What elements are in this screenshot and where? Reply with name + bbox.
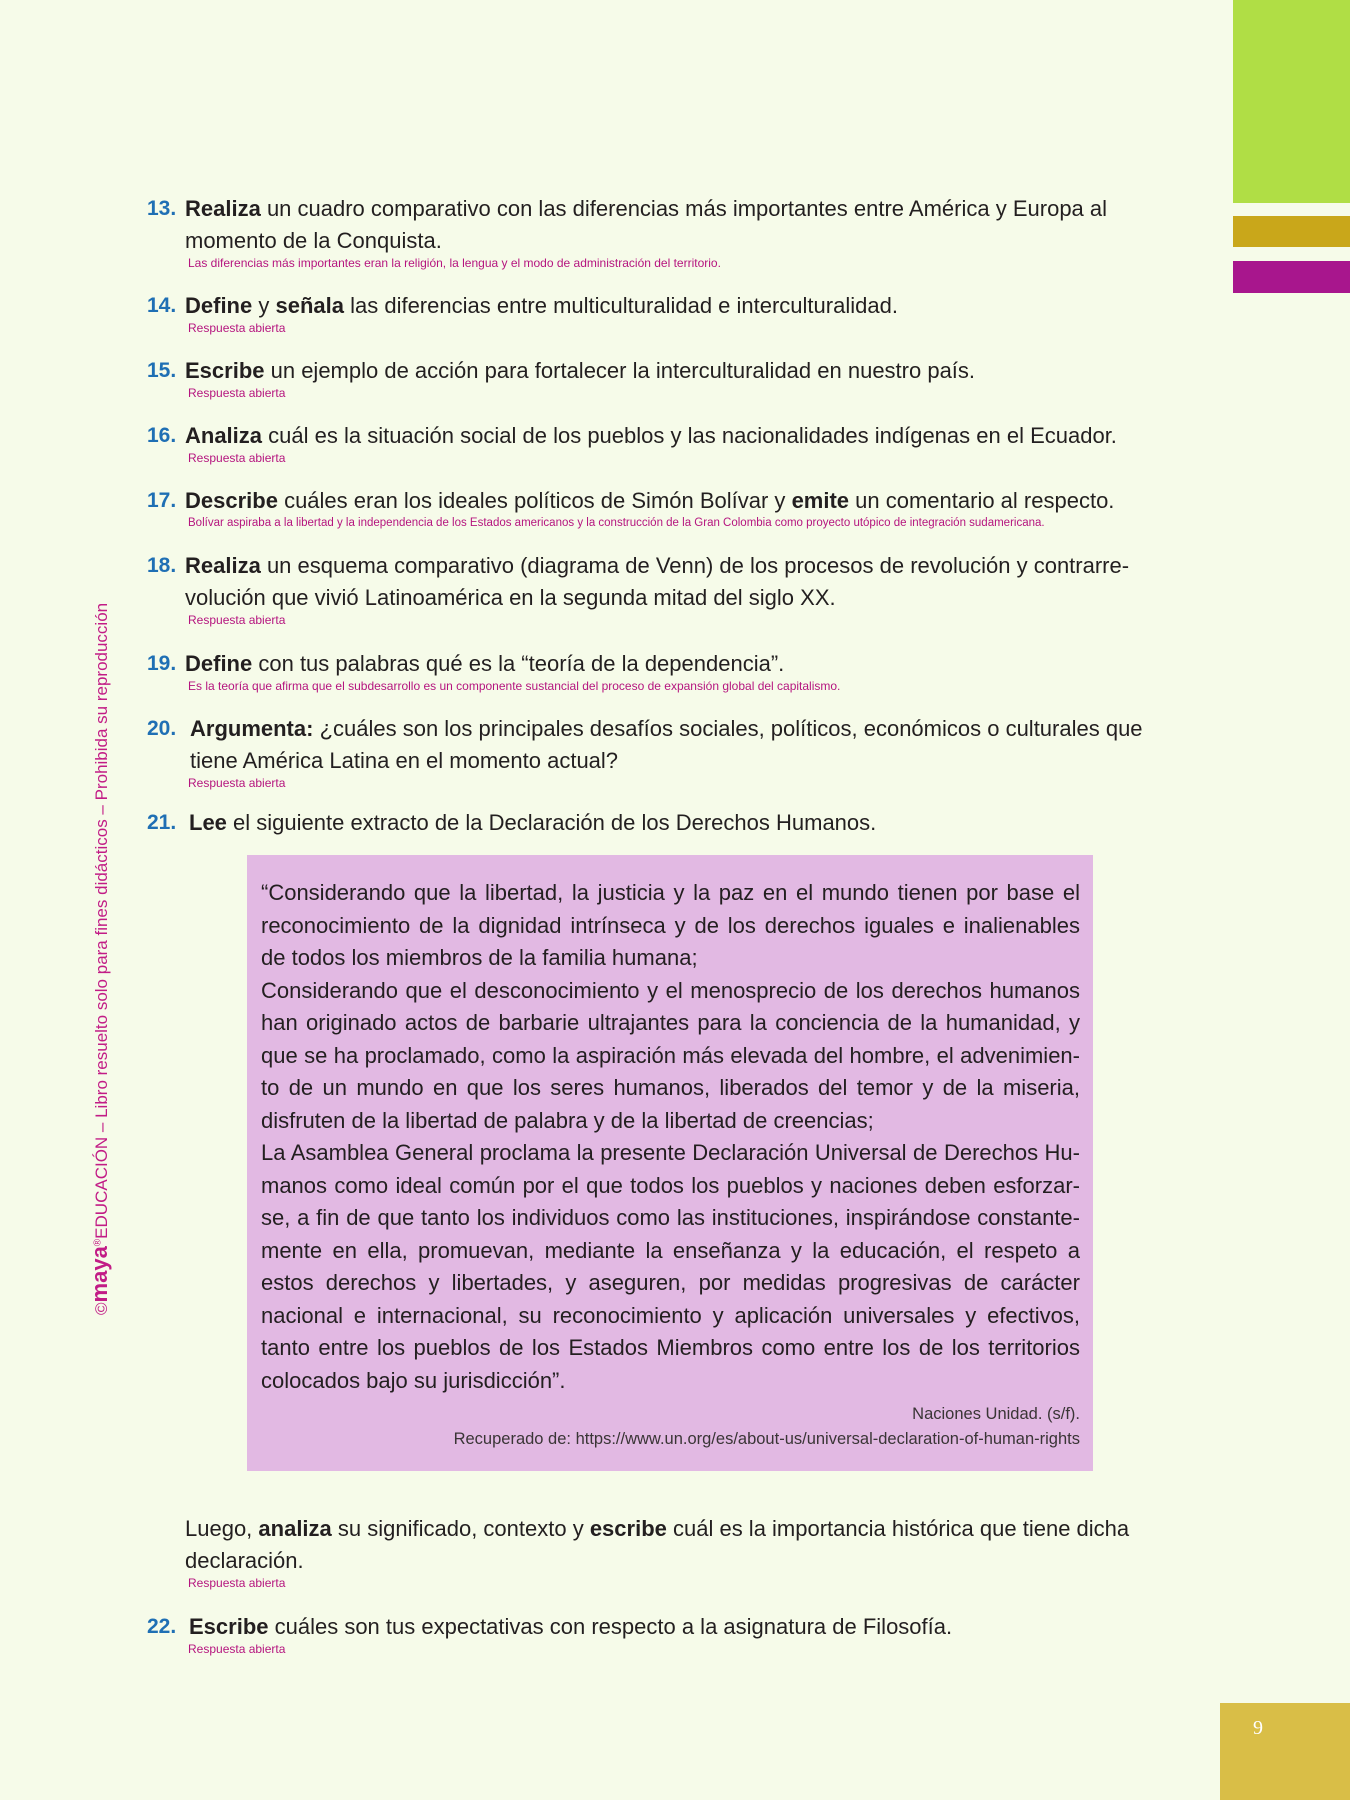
answer-note: Respuesta abierta [188,386,286,400]
followup-instruction [147,1513,1157,1591]
question-number: 22. [147,1615,177,1638]
question-text: Escribe cuáles son tus expectativas con respecto a la asignatura de Filosofía. [189,1614,953,1639]
question-number: 13. [147,197,177,220]
quote-paragraph: La Asamblea General proclama la presente Declaración Universal de Derechos Hu-manos como ideal común por el que todos los pueblos y naciones deben esforzar-se, a fin de que tanto los individuos como las instituciones, inspirándose constante-mente en ella, promuevan, mediante la enseñanza y la educación, el respeto a estos derechos y libertades, y aseguren, por medidas progresivas de carácter nacional e internacional, su reconocimiento y aplicación universales y efectivos, tanto entre los pueblos de los Estados Miembros como entre los de los territorios colocados bajo su jurisdicción”. [261,1140,1080,1393]
copyright-symbol: © [92,1302,111,1315]
declaration-quote [261,877,1080,1397]
answer-note: Respuesta abierta [188,451,286,465]
quote-paragraph: Considerando que el desconocimiento y el menosprecio de los derechos humanos han originado actos de barbarie ultrajantes para la conciencia de la humanidad, y que se ha proclamado, como la aspiración más elevada del hombre, el advenimien-to de un mundo en que los seres humanos, liberados del temor y de la miseria, disfruten de la libertad de palabra y de la libertad de creencias; [261,977,1080,1133]
brand-logo-text: maya [87,1246,112,1303]
question-14 [147,290,1157,336]
question-number: 16. [147,424,177,447]
page-number: 9 [1220,1703,1350,1800]
question-22 [147,1611,1157,1657]
gold-color-tab [1233,216,1350,247]
question-18 [147,550,1157,628]
quote-source [454,1402,1080,1452]
declaration-quote-box [247,855,1093,1471]
question-15 [147,355,1157,401]
answer-note: Las diferencias más importantes eran la religión, la lengua y el modo de administración del territorio. [188,256,721,270]
vertical-copyright-notice [87,603,113,1315]
green-color-tab [1233,0,1350,203]
answer-note: Es la teoría que afirma que el subdesarrollo es un componente sustancial del proceso de expansión global del capitalismo. [188,679,841,693]
question-number: 17. [147,489,177,512]
answer-note: Respuesta abierta [188,776,286,790]
question-text: Define con tus palabras qué es la “teoría de la dependencia”. [185,651,785,676]
quote-paragraph: “Considerando que la libertad, la justicia y la paz en el mundo tienen por base el reconocimiento de la dignidad intrínseca y de los derechos iguales e inalienables de todos los miembros de la familia humana; [261,880,1080,970]
question-21 [147,807,1157,839]
question-number: 15. [147,359,177,382]
question-text: Realiza un esquema comparativo (diagrama de Venn) de los procesos de revolución y contrarre-volución que vivió Latinoamérica en la segunda mitad del siglo XX. [185,553,1130,610]
question-number: 18. [147,554,177,577]
copyright-text: EDUCACIÓN – Libro resuelto solo para fines didácticos – Prohibida su reproducción [92,602,111,1239]
question-text: Escribe un ejemplo de acción para fortalecer la interculturalidad en nuestro país. [185,358,976,383]
question-19 [147,648,1157,694]
question-text: Define y señala las diferencias entre multiculturalidad e interculturalidad. [185,293,898,318]
question-13 [147,193,1157,271]
followup-text: Luego, analiza su significado, contexto y escribe cuál es la importancia histórica que tiene dicha declaración. [185,1516,1130,1573]
question-number: 14. [147,294,177,317]
question-number: 19. [147,652,177,675]
question-17 [147,485,1157,531]
answer-note: Respuesta abierta [188,1576,286,1590]
answer-note: Respuesta abierta [188,321,286,335]
question-text: Lee el siguiente extracto de la Declaración de los Derechos Humanos. [189,810,877,835]
question-text: Realiza un cuadro comparativo con las diferencias más importantes entre América y Europa al momento de la Conquista. [185,196,1108,253]
registered-mark: ® [92,1238,104,1247]
answer-note: Respuesta abierta [188,613,286,627]
question-text: Analiza cuál es la situación social de los pueblos y las nacionalidades indígenas en el Ecuador. [185,423,1117,448]
source-url: Recuperado de: https://www.un.org/es/about-us/universal-declaration-of-human-rights [453,1430,1080,1448]
question-number: 21. [147,811,177,834]
question-text: Describe cuáles eran los ideales políticos de Simón Bolívar y emite un comentario al respecto. [185,488,1115,513]
magenta-color-tab [1233,261,1350,293]
question-20 [147,713,1157,791]
question-text: Argumenta: ¿cuáles son los principales desafíos sociales, políticos, económicos o culturales que tiene América Latina en el momento actual? [190,716,1143,773]
answer-note: Bolívar aspiraba a la libertad y la independencia de los Estados americanos y la construcción de la Gran Colombia como proyecto utópico de integración sudamericana. [188,517,1045,529]
answer-note: Respuesta abierta [188,1642,286,1656]
question-number: 20. [147,717,177,740]
question-16 [147,420,1157,466]
source-citation: Naciones Unidad. (s/f). [912,1405,1080,1423]
